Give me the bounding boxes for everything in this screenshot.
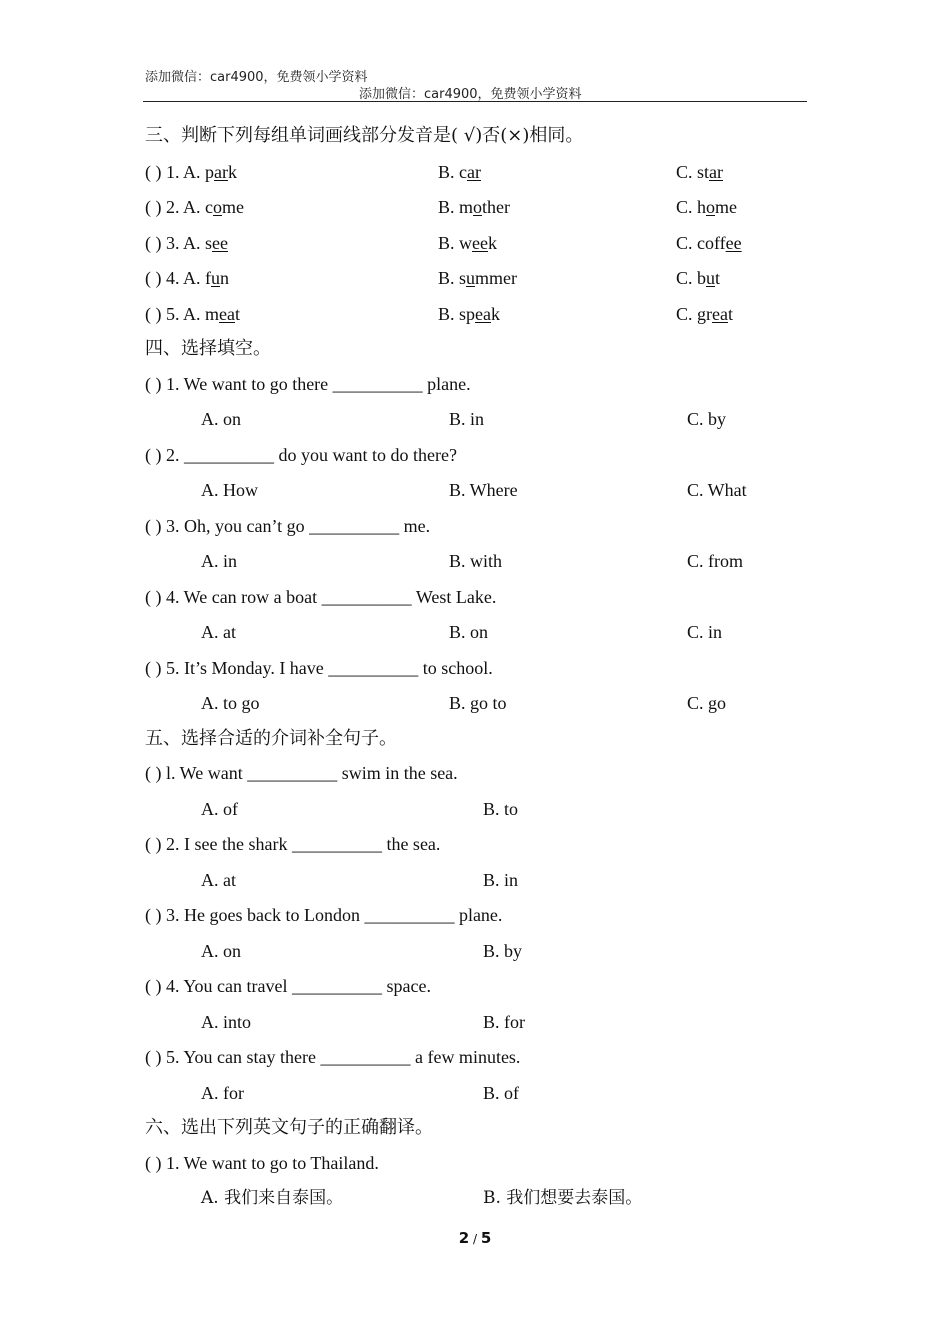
s3-q2-option-c: C. home — [676, 197, 738, 217]
s4-q1-option-a: A. on — [201, 409, 241, 429]
s6-q1-option-b: B. 我们想要去泰国。 — [483, 1188, 643, 1208]
page-current: 2 — [458, 1229, 470, 1247]
s3-q1-option-c: C. star — [676, 162, 723, 182]
s5-q3-option-a: A. on — [201, 941, 241, 961]
s3-q5-option-b: B. speak — [438, 304, 500, 324]
s3-q5: ( ) 5. A. meat — [145, 304, 241, 324]
s5-q4-option-b: B. for — [483, 1012, 525, 1032]
s4-q2-option-b: B. Where — [449, 480, 518, 500]
s4-q4: ( ) 4. We can row a boat __________ West Lake. — [145, 587, 497, 607]
s5-q4: ( ) 4. You can travel __________ space. — [145, 976, 431, 996]
section-4-title: 四、选择填空。 — [145, 338, 271, 359]
s4-q5-option-a: A. to go — [201, 693, 260, 713]
header-watermark-2: 添加微信：car4900，免费领小学资料 — [359, 87, 582, 102]
s5-q2: ( ) 2. I see the shark __________ the sea. — [145, 834, 441, 854]
s5-q1-option-b: B. to — [483, 799, 519, 819]
page-total: 5 — [480, 1229, 492, 1247]
s5-q5: ( ) 5. You can stay there __________ a few minutes. — [145, 1047, 521, 1067]
section-6-title: 六、选出下列英文句子的正确翻译。 — [145, 1117, 433, 1138]
header-watermark-1: 添加微信：car4900，免费领小学资料 — [145, 70, 368, 85]
s3-q1-option-b: B. car — [438, 162, 481, 182]
s3-q4-option-b: B. summer — [438, 268, 518, 288]
s4-q2: ( ) 2. __________ do you want to do there? — [145, 445, 457, 465]
s4-q5-option-c: C. go — [687, 693, 727, 713]
header-divider — [143, 101, 807, 102]
page-separator: / — [469, 1232, 481, 1246]
s4-q4-option-c: C. in — [687, 622, 723, 642]
s4-q1: ( ) 1. We want to go there __________ plane. — [145, 374, 471, 394]
s5-q5-option-b: B. of — [483, 1083, 519, 1103]
s3-q3-option-c: C. coffee — [676, 233, 742, 253]
s4-q4-option-a: A. at — [201, 622, 236, 642]
s3-q3: ( ) 3. A. see — [145, 233, 228, 253]
s3-q1: ( ) 1. A. park — [145, 162, 237, 182]
s4-q3-option-c: C. from — [687, 551, 743, 571]
s5-q3-option-b: B. by — [483, 941, 523, 961]
section-5-title: 五、选择合适的介词补全句子。 — [145, 728, 397, 749]
s4-q2-option-c: C. What — [687, 480, 747, 500]
s6-q1-option-a: A. 我们来自泰国。 — [201, 1188, 344, 1208]
s5-q5-option-a: A. for — [201, 1083, 244, 1103]
s3-q4: ( ) 4. A. fun — [145, 268, 229, 288]
s4-q1-option-b: B. in — [449, 409, 485, 429]
s5-q1: ( ) l. We want __________ swim in the sea. — [145, 763, 458, 783]
s3-q2: ( ) 2. A. come — [145, 197, 244, 217]
s3-q3-option-b: B. week — [438, 233, 497, 253]
s4-q5: ( ) 5. It’s Monday. I have __________ to school. — [145, 658, 493, 678]
s5-q4-option-a: A. into — [201, 1012, 252, 1032]
s3-q5-option-c: C. great — [676, 304, 733, 324]
s4-q3-option-a: A. in — [201, 551, 237, 571]
s4-q2-option-a: A. How — [201, 480, 258, 500]
s5-q2-option-a: A. at — [201, 870, 236, 890]
s6-q1: ( ) 1. We want to go to Thailand. — [145, 1153, 379, 1173]
s5-q2-option-b: B. in — [483, 870, 519, 890]
s4-q3: ( ) 3. Oh, you can’t go __________ me. — [145, 516, 431, 536]
s5-q3: ( ) 3. He goes back to London __________ plane. — [145, 905, 503, 925]
s3-q2-option-b: B. mother — [438, 197, 510, 217]
s5-q1-option-a: A. of — [201, 799, 238, 819]
s4-q4-option-b: B. on — [449, 622, 489, 642]
s3-q4-option-c: C. but — [676, 268, 721, 288]
s4-q5-option-b: B. go to — [449, 693, 507, 713]
s4-q1-option-c: C. by — [687, 409, 727, 429]
page-number — [0, 1229, 950, 1247]
section-3-title: 三、判断下列每组单词画线部分发音是( √)否(×)相同。 — [145, 125, 584, 146]
s4-q3-option-b: B. with — [449, 551, 503, 571]
